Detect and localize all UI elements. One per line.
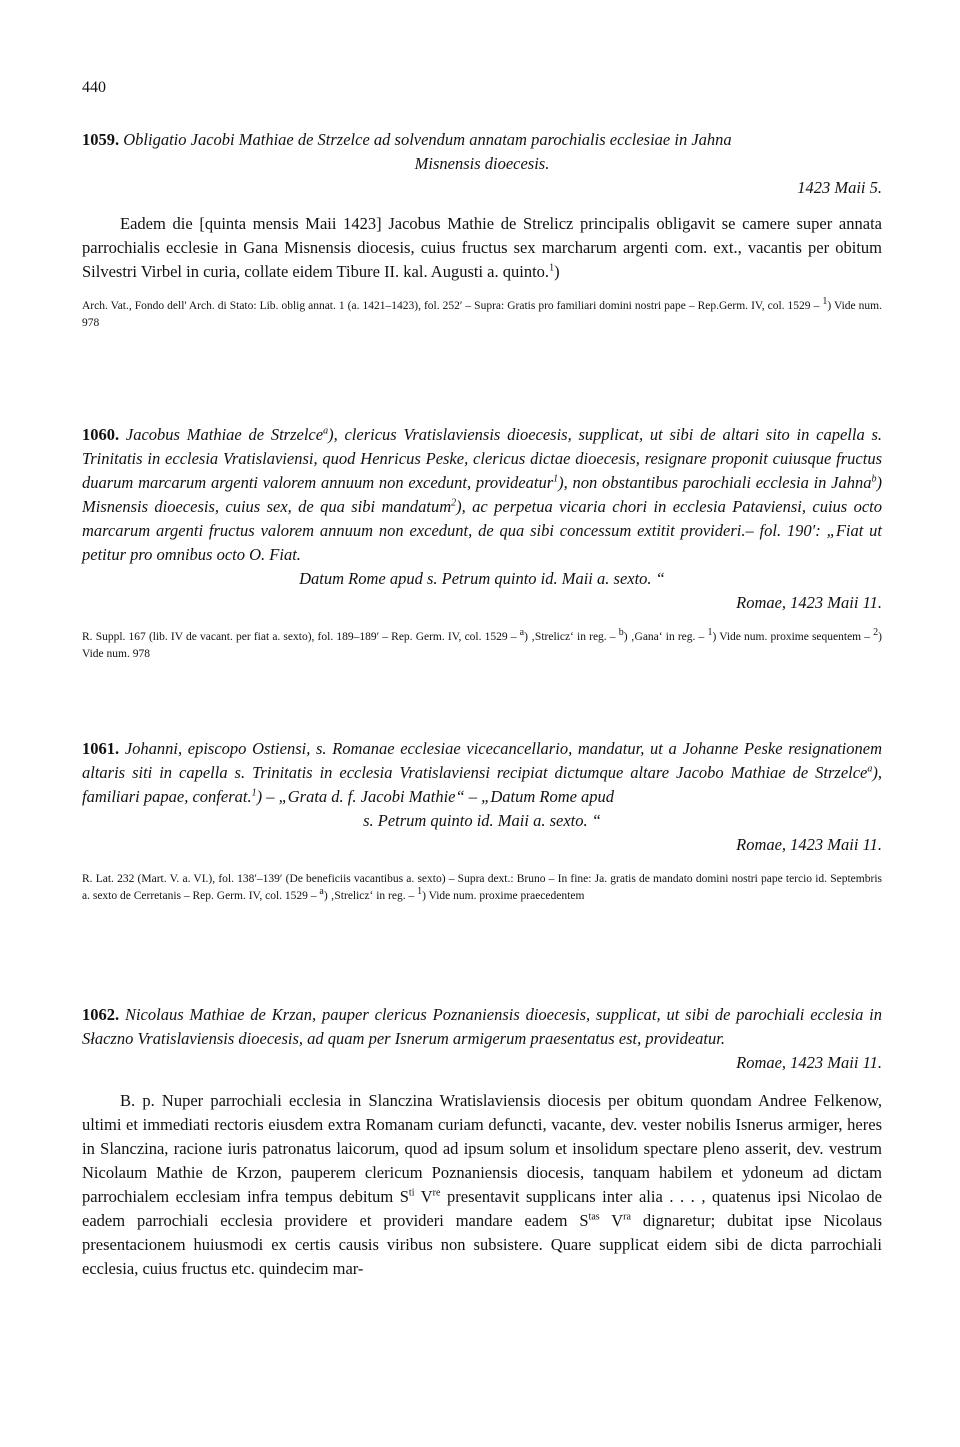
entry-1062 <box>82 1003 882 1281</box>
entry-1062-date: Romae, 1423 Maii 11. <box>736 1053 882 1072</box>
entry-1060 <box>82 423 882 663</box>
entry-1062-body: B. p. Nuper parrochiali ecclesia in Slanczina Wratislaviensis diocesis per obitum quondam Andree Felkenow, ultimi et immediati rectoris eiusdem extra Romanam curiam defuncti, vacante, dev. vester nobilis Isnerus armiger, heres in Slanczina, racione iuris patronatus laicorum, quod ad ipsum solum et insolidum spectare pleno asserit, dev. vestrum Nicolaum Mathie de Krzon, pauperem clericum Poznaniensis diocesis, tanquam habilem et ydoneum ad dictam parrochialem ecclesiam infra tempus debitum $S^{ti}$ Vre presentavit supplicans inter alia . . . , quatenus ipsi Nicolao de eadem parrochiali ecclesia providere et provideri mandare eadem $S^{tas}$ $V^{ra}$ dignaretur; dubitat ipse Nicolaus presentacionem huiusmodi ex certis causis viribus non subsistere. Quare supplicat eidem sibi de dicta parrochiali ecclesia, cuius fructus etc. quindecim mar- <box>82 1091 883 1278</box>
page-number: 440 <box>82 79 106 96</box>
entry-1061 <box>82 737 882 905</box>
entry-1059-note: Arch. Vat., Fondo dell' Arch. di Stato: Lib. oblig annat. 1 (a. 1421–1423), fol. 252′ – Supra: Gratis pro familiari domini nostri pape – Rep.Germ. IV, col. 1529 – $^1$) Vide num. 978 <box>82 296 882 329</box>
entry-1059-title: 1059. Obligatio Jacobi Mathiae de Strzelce ad solvendum annatam parochialis ecclesiae in Jahna <box>82 130 732 149</box>
entry-1059 <box>82 128 882 332</box>
entry-1059-date: 1423 Maii 5. <box>797 178 882 197</box>
entry-1061-title: 1061. Johanni, episcopo Ostiensi, s. Romanae ecclesiae vicecancellario, mandatur, ut a Johanne Peske resignationem altaris siti in capella s. Trinitatis in ecclesia Vratislaviensi recipiat dictumque altare Jacobo Mathiae de Strzelce$^a$), familiari papae, conferat.$^1$) – „Grata d. f. Jacobi Mathie“ – „Datum Rome apud <box>82 739 882 806</box>
entry-1059-title-cont: Misnensis dioecesis. <box>414 154 550 173</box>
entry-1060-title: 1060. Jacobus Mathiae de Strzelce$^a$), clericus Vratislaviensis dioecesis, supplicat, ut sibi de altari sito in capella s. Trinitatis in ecclesia Vratislaviensi, quod Henricus Peske, clericus dictae dioecesis, resignare proponit cuiusque fructus duarum marcarum argenti valorem annuum non excedunt, provideatur$^1$), non obstantibus parochiali ecclesia in Jahna$^b$) Misnensis dioecesis, cuius sex, de qua sibi mandatum$^2$), ac perpetua vicaria chori in ecclesia Pataviensi, cuius octo marcarum argenti fructus valorem annuum non excedunt, de qua sibi concessum extitit provideri.– fol. 190′: „Fiat ut petitur pro omnibus octo O. Fiat. <box>82 425 883 564</box>
entry-1060-note: R. Suppl. 167 (lib. IV de vacant. per fiat a. sexto), fol. 189–189′ – Rep. Germ. IV, col. 1529 – $^a$) ‚Strelicz‘ in reg. – $^b$) ‚Gana‘ in reg. – $^1$) Vide num. proxime sequentem – $^2$) Vide num. 978 <box>82 627 883 660</box>
entry-1061-note: R. Lat. 232 (Mart. V. a. VI.), fol. 138′–139′ (De beneficiis vacantibus a. sexto) – Supra dext.: Bruno – In fine: Ja. gratis de mandato domini nostri pape tercio id. Septembris a. sexto de Cerretanis – Rep. Germ. IV, col. 1529 – $^a$) ‚Strelicz‘ in reg. – $^1$) Vide num. proxime praecedentem <box>82 873 882 902</box>
entry-1059-body: Eadem die [quinta mensis Maii 1423] Jacobus Mathie de Strelicz principalis obligavit se camere super annata parrochialis ecclesie in Gana Misnensis diocesis, cuius fructus sex marcharum argenti com. ext., vacantis per obitum Silvestri Virbel in curia, collate eidem Tibure II. kal. Augusti a. quinto.$^1$) <box>82 214 882 281</box>
entry-1060-datum: Datum Rome apud s. Petrum quinto id. Maii a. sexto. “ <box>299 569 665 588</box>
entry-1060-date: Romae, 1423 Maii 11. <box>736 593 882 612</box>
entry-1062-title: 1062. Nicolaus Mathiae de Krzan, pauper clericus Poznaniensis dioecesis, supplicat, ut sibi de parochiali ecclesia in Słaczno Vratislaviensis dioecesis, ad quam per Isnerum armigerum praesentatus est, provideatur. <box>82 1005 883 1048</box>
entry-1061-date: Romae, 1423 Maii 11. <box>736 835 882 854</box>
entry-1061-datum: s. Petrum quinto id. Maii a. sexto. “ <box>363 811 601 830</box>
